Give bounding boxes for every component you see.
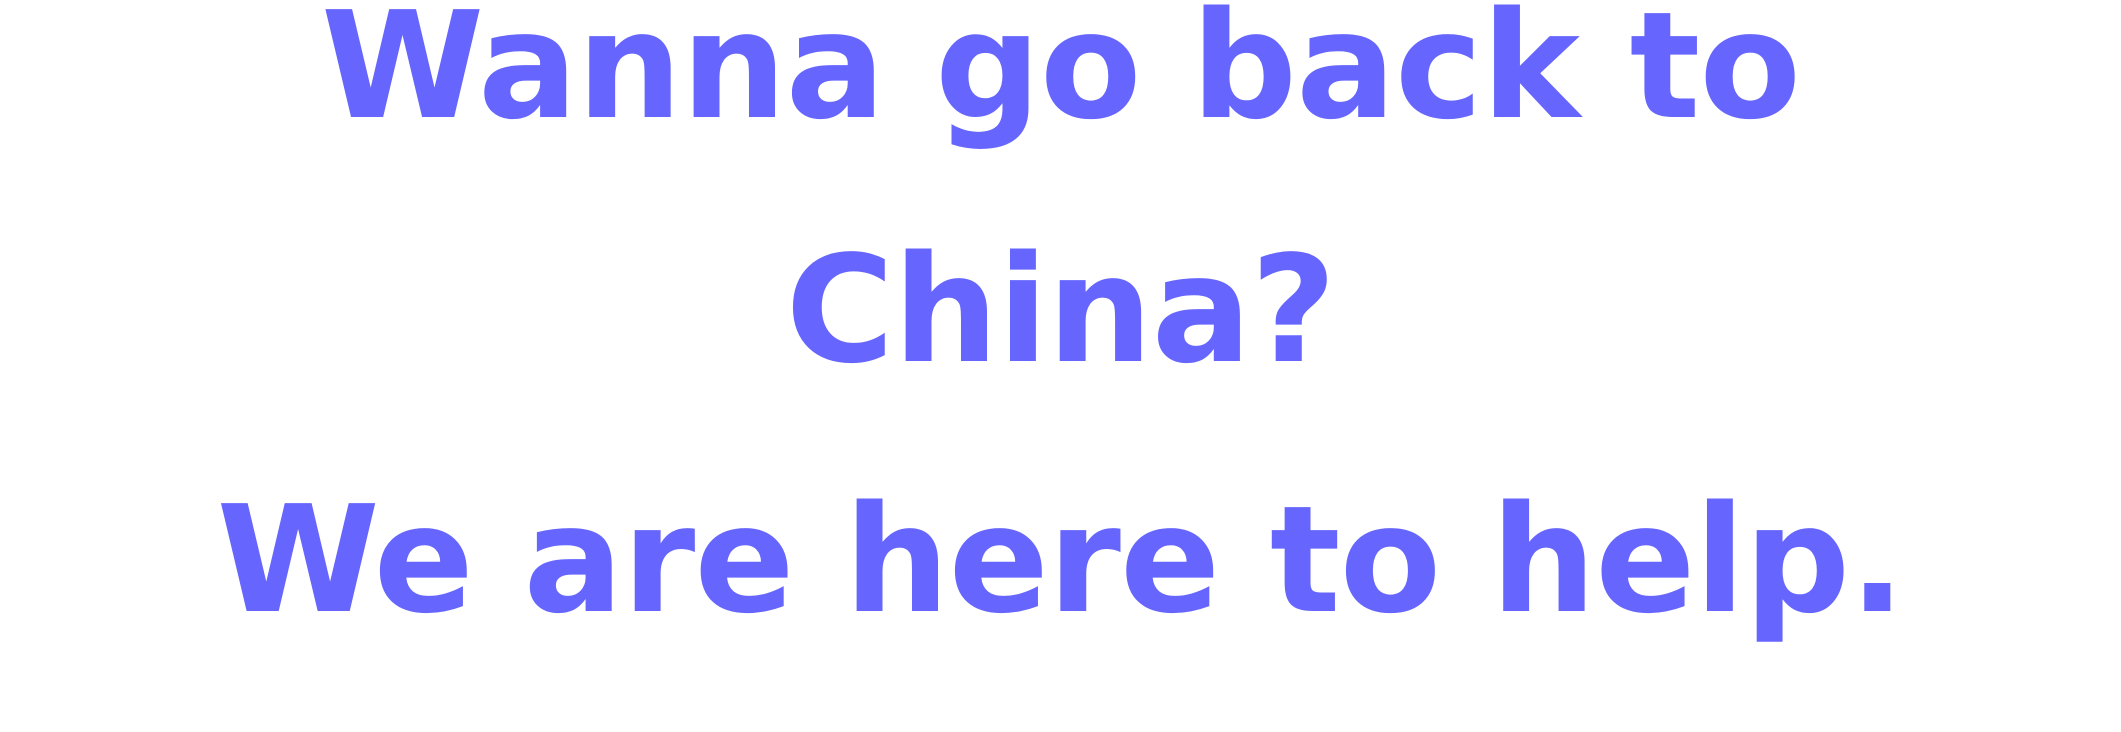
headline-line-2: China?: [785, 224, 1336, 396]
headline-line-1: Wanna go back to: [320, 0, 1801, 152]
headline-line-3: We are here to help.: [216, 474, 1905, 646]
